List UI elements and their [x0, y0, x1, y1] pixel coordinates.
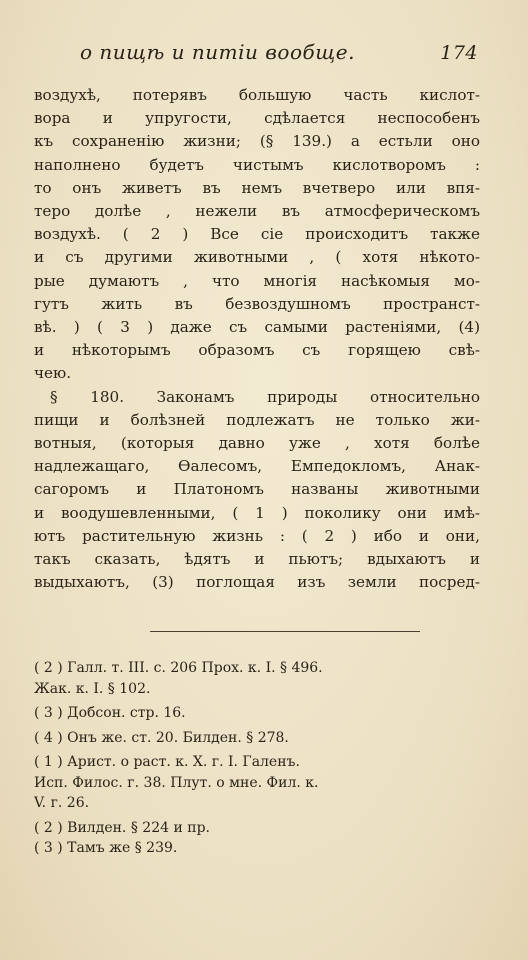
text-line: сагоромъ и Платономъ названы животными — [34, 480, 480, 499]
text-line: пищи и болѣзней подлежатъ не только жи- — [34, 410, 480, 429]
text-line: выдыхаютъ, (3) поглощая изъ земли посред- — [34, 573, 480, 592]
running-header — [80, 40, 478, 64]
footnote-continuation: Исп. Филос. г. 38. Плут. о мне. Фил. к. — [34, 774, 319, 791]
running-title: о пищѣ и питіи вообще. — [80, 40, 355, 64]
page-number: 174 — [440, 42, 478, 64]
footnote: ( 4 ) Онъ же. ст. 20. Билден. § 278. — [34, 729, 289, 746]
text-line: надлежащаго, Өалесомъ, Емпедокломъ, Анак- — [34, 457, 480, 476]
footnote: ( 1 ) Арист. о раст. к. X. г. I. Галенъ. — [34, 754, 300, 770]
text-line: воздухѣ. ( 2 ) Все сіе происходитъ также — [34, 225, 480, 244]
text-line: рые думаютъ , что многія насѣкомыя мо- — [34, 271, 480, 290]
text-line: и съ другими животными , ( хотя нѣкото- — [34, 248, 480, 267]
text-line: воздухѣ, потерявъ большую часть кислот- — [34, 86, 480, 104]
text-line: и нѣкоторымъ образомъ съ горящею свѣ- — [34, 341, 480, 360]
text-line: чею. — [34, 364, 72, 383]
footnotes — [34, 658, 480, 859]
text-line: ютъ растительную жизнь : ( 2 ) ибо и они, — [34, 526, 480, 545]
text-line: такъ сказать, ѣдятъ и пьютъ; вдыхаютъ и — [34, 550, 480, 569]
footnote: ( 2 ) Галл. т. III. с. 206 Прох. к. I. § 496. — [34, 660, 323, 676]
footnote: ( 3 ) Тамъ же § 239. — [34, 840, 178, 856]
text-line: вотныя, (которыя давно уже , хотя болѣе — [34, 434, 480, 453]
text-line: то онъ живетъ въ немъ вчетверо или впя- — [34, 178, 480, 197]
footnote-continuation: V. г. 26. — [34, 795, 90, 811]
footnote: ( 2 ) Вилден. § 224 и пр. — [34, 819, 210, 836]
footnote-continuation: Жак. к. I. § 102. — [34, 680, 151, 697]
text-line: вора и упругости, сдѣлается неспособенъ — [34, 109, 480, 128]
footnote-separator — [150, 631, 420, 632]
text-line: наполнено будетъ чистымъ кислотворомъ : — [34, 155, 480, 174]
text-line: гутъ жить въ безвоздушномъ пространст- — [34, 294, 480, 313]
section-180-start: § 180. Законамъ природы относительно — [50, 387, 480, 406]
text-line: теро долѣе , нежели въ атмосферическомъ — [34, 202, 480, 221]
main-text — [34, 84, 480, 594]
text-line: и воодушевленными, ( 1 ) поколику они имѣ- — [34, 503, 480, 522]
text-line: вѣ. ) ( 3 ) даже съ самыми растеніями, (4) — [34, 318, 480, 337]
footnote: ( 3 ) Добсон. стр. 16. — [34, 705, 186, 721]
text-line: къ сохраненію жизни; (§ 139.) а естьли оно — [34, 132, 480, 151]
